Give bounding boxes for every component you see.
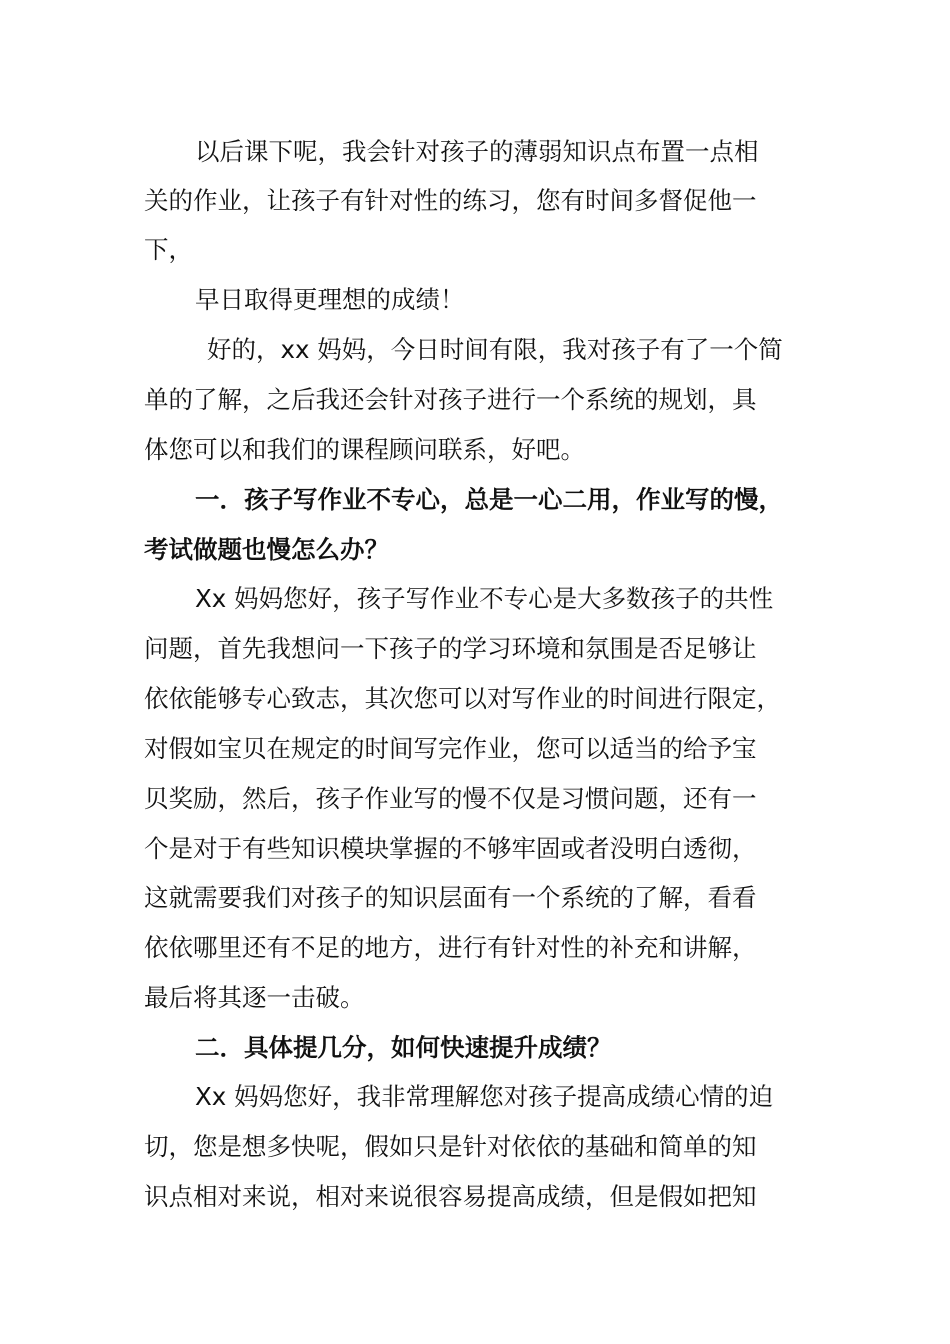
text-line: 单的了解，之后我还会针对孩子进行一个系统的规划，具 bbox=[144, 385, 757, 414]
text-line: 下， bbox=[144, 235, 193, 264]
text-line: 问题，首先我想问一下孩子的学习环境和氛围是否足够让 bbox=[144, 634, 757, 663]
text-line: 关的作业，让孩子有针对性的练习，您有时间多督促他一 bbox=[144, 186, 757, 215]
text-line: 这就需要我们对孩子的知识层面有一个系统的了解，看看 bbox=[144, 883, 757, 912]
text-line: 贝奖励，然后，孩子作业写的慢不仅是习惯问题，还有一 bbox=[144, 784, 757, 813]
text-line: 个是对于有些知识模块掌握的不够牢固或者没明白透彻， bbox=[144, 834, 757, 863]
text-line: 最后将其逐一击破。 bbox=[144, 983, 365, 1012]
text-line: 好的，xx 妈妈，今日时间有限，我对孩子有了一个简 bbox=[207, 335, 783, 364]
text-line: 切，您是想多快呢，假如只是针对依依的基础和简单的知 bbox=[144, 1132, 757, 1161]
text-line: 体您可以和我们的课程顾问联系，好吧。 bbox=[144, 435, 585, 464]
section-heading: 一．孩子写作业不专心，总是一心二用，作业写的慢， bbox=[195, 485, 783, 514]
text-line: Xx 妈妈您好，我非常理解您对孩子提高成绩心情的迫 bbox=[195, 1082, 774, 1111]
text-line: 识点相对来说，相对来说很容易提高成绩，但是假如把知 bbox=[144, 1182, 757, 1211]
text-line: 依依哪里还有不足的地方，进行有针对性的补充和讲解， bbox=[144, 933, 757, 962]
text-line: 对假如宝贝在规定的时间写完作业，您可以适当的给予宝 bbox=[144, 734, 757, 763]
section-heading: 考试做题也慢怎么办？ bbox=[144, 535, 389, 564]
text-line: Xx 妈妈您好，孩子写作业不专心是大多数孩子的共性 bbox=[195, 584, 774, 613]
section-heading: 二．具体提几分，如何快速提升成绩？ bbox=[195, 1033, 612, 1062]
text-line: 早日取得更理想的成绩！ bbox=[195, 285, 465, 314]
text-line: 以后课下呢，我会针对孩子的薄弱知识点布置一点相 bbox=[195, 137, 759, 166]
text-line: 依依能够专心致志，其次您可以对写作业的时间进行限定， bbox=[144, 684, 781, 713]
